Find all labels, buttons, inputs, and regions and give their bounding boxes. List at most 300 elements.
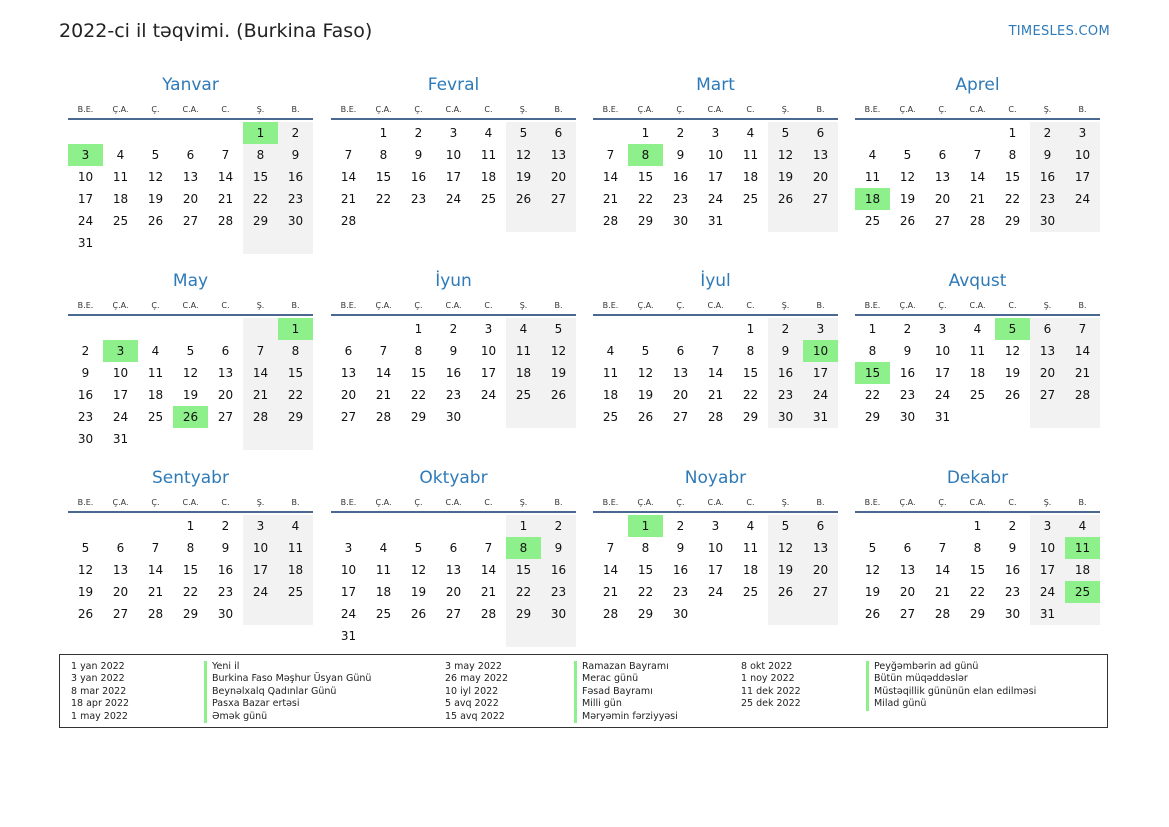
weekday-label: Ş. [256,301,265,310]
day-cell: 28 [602,214,619,228]
legend-holiday-name: Əmək günü [204,711,371,723]
day-cell: 22 [506,581,541,603]
day-cell: 3 [711,126,720,140]
day-cell: 29 [637,214,654,228]
empty-cell [68,122,103,144]
day-cell: 4 [606,344,615,358]
day-cell: 26 [864,607,881,621]
day-cell: 10 [1065,144,1100,166]
day-cell: 22 [969,585,986,599]
day-cell: 21 [217,192,234,206]
day-cell: 18 [278,559,313,581]
day-cell: 5 [903,148,912,162]
day-cell: 11 [969,344,986,358]
empty-cell [593,122,628,144]
weekday-label: B. [816,105,825,114]
empty-cell [366,210,401,232]
day-cell: 2 [676,126,685,140]
day-grid [331,318,576,428]
weekday-label: Ç. [938,498,947,507]
empty-cell [471,406,506,428]
day-cell: 16 [672,170,689,184]
day-cell: 14 [707,366,724,380]
empty-cell [401,625,436,647]
month-calendar [68,270,313,450]
day-cell: 26 [410,607,427,621]
day-cell: 9 [676,541,685,555]
weekday-header [68,294,313,316]
day-cell: 17 [480,366,497,380]
day-cell: 5 [768,515,803,537]
weekday-label: C. [484,498,493,507]
empty-cell [803,603,838,625]
weekday-label: C.A. [182,498,199,507]
legend-date: 5 avq 2022 [445,698,499,710]
day-cell: 10 [340,563,357,577]
day-cell: 29 [278,406,313,428]
day-cell: 19 [147,192,164,206]
day-cell: 18 [480,170,497,184]
day-grid [331,515,576,647]
month-calendar [593,467,838,625]
day-cell: 17 [243,559,278,581]
holiday-day-cell: 3 [103,340,138,362]
weekday-label: Ç. [414,498,423,507]
day-cell: 7 [711,344,720,358]
day-cell: 1 [1008,126,1017,140]
month-calendar [331,74,576,232]
empty-cell [628,318,663,340]
weekday-label: B. [291,105,300,114]
day-cell: 21 [707,388,724,402]
day-cell: 23 [217,585,234,599]
day-cell: 9 [1030,144,1065,166]
empty-cell [331,515,366,537]
day-cell: 2 [1008,519,1017,533]
weekday-label: B. [554,105,563,114]
weekday-label: C. [484,105,493,114]
day-cell: 27 [541,188,576,210]
empty-cell [436,625,471,647]
day-cell: 24 [480,388,497,402]
empty-cell [890,515,925,537]
day-cell: 26 [77,607,94,621]
day-cell: 15 [742,366,759,380]
weekday-header [331,294,576,316]
weekday-label: Ş. [1043,105,1052,114]
month-name: Avqust [948,271,1007,291]
weekday-label: B.E. [864,105,881,114]
day-cell: 9 [221,541,230,555]
day-cell: 7 [938,541,947,555]
day-cell: 13 [899,563,916,577]
day-cell: 12 [410,563,427,577]
weekday-label: Ç.A. [637,105,654,114]
weekday-label: Ç.A. [899,301,916,310]
day-cell: 23 [278,188,313,210]
month-name: Oktyabr [419,468,488,488]
day-cell: 5 [768,122,803,144]
legend-dates-column [445,661,508,723]
day-cell: 6 [903,541,912,555]
day-cell: 17 [445,170,462,184]
day-cell: 25 [480,192,497,206]
day-cell: 7 [243,340,278,362]
day-cell: 25 [969,388,986,402]
weekday-label: C. [1008,498,1017,507]
day-cell: 29 [864,410,881,424]
holiday-day-cell: 1 [628,515,663,537]
day-cell: 18 [147,388,164,402]
empty-cell [593,318,628,340]
day-cell: 24 [243,581,278,603]
day-cell: 2 [676,519,685,533]
day-cell: 4 [151,344,160,358]
day-cell: 18 [969,366,986,380]
weekday-label: Ç. [676,105,685,114]
weekday-label: Ç. [938,105,947,114]
day-cell: 25 [278,581,313,603]
holiday-day-cell: 18 [855,188,890,210]
empty-cell [331,122,366,144]
day-cell: 6 [221,344,230,358]
day-cell: 16 [278,166,313,188]
empty-cell [541,210,576,232]
day-cell: 4 [868,148,877,162]
day-cell: 22 [278,384,313,406]
day-cell: 1 [746,322,755,336]
day-cell: 9 [278,144,313,166]
empty-cell [768,603,803,625]
day-cell: 5 [641,344,650,358]
day-cell: 9 [81,366,90,380]
day-cell: 3 [803,318,838,340]
day-cell: 12 [1004,344,1021,358]
day-cell: 21 [480,585,497,599]
weekday-label: B.E. [864,301,881,310]
day-cell: 15 [375,170,392,184]
day-cell: 26 [147,214,164,228]
day-cell: 13 [803,537,838,559]
day-cell: 18 [742,563,759,577]
day-cell: 20 [1030,362,1065,384]
day-cell: 12 [147,170,164,184]
day-cell: 30 [217,607,234,621]
legend-date: 10 iyl 2022 [445,685,499,697]
legend-date: 1 may 2022 [71,710,128,722]
day-cell: 17 [803,362,838,384]
empty-cell [208,122,243,144]
month-name: May [172,271,209,291]
weekday-label: C.A. [707,498,724,507]
day-cell: 3 [938,322,947,336]
day-grid [331,122,576,232]
day-cell: 20 [803,559,838,581]
day-cell: 8 [973,541,982,555]
day-cell: 16 [1030,166,1065,188]
holiday-day-cell: 10 [803,340,838,362]
day-cell: 23 [541,581,576,603]
day-cell: 19 [768,166,803,188]
day-cell: 25 [506,384,541,406]
day-cell: 24 [1065,188,1100,210]
day-cell: 13 [112,563,129,577]
day-cell: 11 [864,170,881,184]
month-name: Sentyabr [152,468,229,488]
day-cell: 19 [182,388,199,402]
empty-cell [663,318,698,340]
day-cell: 28 [340,214,357,228]
day-cell: 25 [602,410,619,424]
empty-cell [208,428,243,450]
empty-cell [401,210,436,232]
weekday-label: B. [816,498,825,507]
day-cell: 24 [934,388,951,402]
day-cell: 6 [938,148,947,162]
day-cell: 19 [864,585,881,599]
legend-holiday-name: Milli gün [574,698,678,710]
day-cell: 13 [182,170,199,184]
day-cell: 24 [707,585,724,599]
empty-cell [506,210,541,232]
weekday-header [331,98,576,120]
weekday-label: Ç. [151,301,160,310]
day-cell: 19 [506,166,541,188]
weekday-header [593,294,838,316]
day-cell: 23 [445,388,462,402]
day-cell: 11 [112,170,129,184]
day-cell: 14 [602,170,619,184]
day-cell: 15 [637,170,654,184]
weekday-label: C.A. [182,301,199,310]
empty-cell [103,515,138,537]
weekday-label: C. [1008,105,1017,114]
day-cell: 18 [506,362,541,384]
day-cell: 26 [1004,388,1021,402]
day-cell: 3 [449,126,458,140]
weekday-label: C.A. [445,498,462,507]
empty-cell [103,232,138,254]
day-grid [855,318,1100,428]
day-cell: 1 [868,322,877,336]
holiday-legend [59,654,1108,728]
day-cell: 18 [112,192,129,206]
day-cell: 1 [379,126,388,140]
day-cell: 5 [81,541,90,555]
day-cell: 30 [1004,607,1021,621]
day-cell: 25 [112,214,129,228]
weekday-header [331,491,576,513]
empty-cell [278,428,313,450]
day-cell: 3 [484,322,493,336]
weekday-label: B.E. [340,301,357,310]
empty-cell [471,515,506,537]
day-cell: 10 [707,541,724,555]
day-cell: 28 [147,607,164,621]
empty-cell [173,122,208,144]
weekday-label: Ş. [256,105,265,114]
day-cell: 24 [803,384,838,406]
day-cell: 20 [340,388,357,402]
day-cell: 14 [217,170,234,184]
day-cell: 10 [1030,537,1065,559]
brand-link[interactable]: TIMESLES.COM [1008,24,1110,39]
month-calendar [68,467,313,625]
day-cell: 12 [541,340,576,362]
day-cell: 4 [379,541,388,555]
weekday-header [855,98,1100,120]
day-cell: 27 [672,410,689,424]
day-cell: 8 [243,144,278,166]
day-cell: 12 [637,366,654,380]
day-cell: 27 [1030,384,1065,406]
day-cell: 25 [864,214,881,228]
weekday-label: B.E. [602,105,619,114]
day-cell: 25 [742,192,759,206]
month-name: İyul [700,271,731,291]
day-cell: 21 [934,585,951,599]
day-cell: 29 [742,410,759,424]
day-cell: 31 [77,236,94,250]
day-cell: 16 [768,362,803,384]
day-cell: 3 [1065,122,1100,144]
empty-cell [331,318,366,340]
day-cell: 11 [278,537,313,559]
day-cell: 5 [868,541,877,555]
empty-cell [208,318,243,340]
day-cell: 7 [344,148,353,162]
empty-cell [733,210,768,232]
day-cell: 11 [742,148,759,162]
weekday-label: B. [1078,498,1087,507]
day-cell: 9 [414,148,423,162]
weekday-label: Ç. [414,301,423,310]
day-cell: 28 [969,214,986,228]
weekday-label: C.A. [969,301,986,310]
empty-cell [541,406,576,428]
empty-cell [541,625,576,647]
day-cell: 22 [182,585,199,599]
day-cell: 13 [445,563,462,577]
weekday-label: C.A. [445,105,462,114]
empty-cell [103,318,138,340]
day-cell: 10 [77,170,94,184]
holiday-day-cell: 1 [243,122,278,144]
day-cell: 9 [903,344,912,358]
weekday-label: B. [291,498,300,507]
weekday-label: B. [816,301,825,310]
legend-date: 25 dek 2022 [741,698,801,710]
weekday-label: C. [221,498,230,507]
holiday-day-cell: 8 [628,144,663,166]
empty-cell [68,318,103,340]
day-cell: 5 [186,344,195,358]
empty-cell [138,122,173,144]
day-cell: 18 [375,585,392,599]
day-cell: 21 [602,192,619,206]
weekday-label: Ç. [151,105,160,114]
empty-cell [243,232,278,254]
day-grid [68,122,313,254]
weekday-label: Ş. [256,498,265,507]
weekday-label: C.A. [707,301,724,310]
weekday-label: Ç.A. [899,498,916,507]
day-cell: 6 [1030,318,1065,340]
day-cell: 28 [480,607,497,621]
day-cell: 15 [506,559,541,581]
weekday-label: Ç.A. [112,105,129,114]
legend-names-column [204,661,371,723]
day-cell: 31 [934,410,951,424]
day-cell: 23 [1030,188,1065,210]
day-cell: 6 [186,148,195,162]
day-cell: 4 [746,126,755,140]
day-cell: 24 [445,192,462,206]
weekday-label: B.E. [602,301,619,310]
weekday-label: Ş. [1043,301,1052,310]
empty-cell [698,318,733,340]
day-cell: 17 [77,192,94,206]
day-cell: 4 [116,148,125,162]
day-cell: 7 [221,148,230,162]
day-cell: 7 [151,541,160,555]
weekday-label: Ş. [519,301,528,310]
weekday-label: C.A. [969,105,986,114]
holiday-day-cell: 26 [173,406,208,428]
day-cell: 2 [449,322,458,336]
weekday-label: Ç.A. [375,301,392,310]
legend-holiday-name: Fəsad Bayramı [574,686,678,698]
day-cell: 18 [742,170,759,184]
month-calendar [593,74,838,232]
day-cell: 17 [934,366,951,380]
day-cell: 5 [151,148,160,162]
day-cell: 16 [541,559,576,581]
weekday-label: Ş. [781,105,790,114]
day-cell: 30 [672,214,689,228]
day-cell: 28 [217,214,234,228]
empty-cell [471,625,506,647]
day-cell: 16 [217,563,234,577]
day-cell: 22 [637,192,654,206]
day-cell: 7 [606,148,615,162]
holiday-day-cell: 25 [1065,581,1100,603]
day-cell: 29 [243,210,278,232]
empty-cell [1065,603,1100,625]
day-cell: 20 [541,166,576,188]
legend-holiday-name: Peyğəmbərin ad günü [866,661,1036,673]
day-cell: 12 [768,537,803,559]
day-cell: 17 [707,563,724,577]
day-cell: 8 [414,344,423,358]
day-cell: 19 [637,388,654,402]
day-cell: 23 [410,192,427,206]
month-calendar [593,270,838,428]
holiday-day-cell: 5 [995,318,1030,340]
weekday-label: C. [746,498,755,507]
weekday-label: Ç. [151,498,160,507]
day-cell: 6 [116,541,125,555]
day-cell: 15 [243,166,278,188]
day-grid [593,318,838,428]
day-cell: 9 [1008,541,1017,555]
day-cell: 10 [445,148,462,162]
day-cell: 27 [217,410,234,424]
day-cell: 26 [768,188,803,210]
weekday-header [68,491,313,513]
day-cell: 25 [375,607,392,621]
day-cell: 22 [1004,192,1021,206]
